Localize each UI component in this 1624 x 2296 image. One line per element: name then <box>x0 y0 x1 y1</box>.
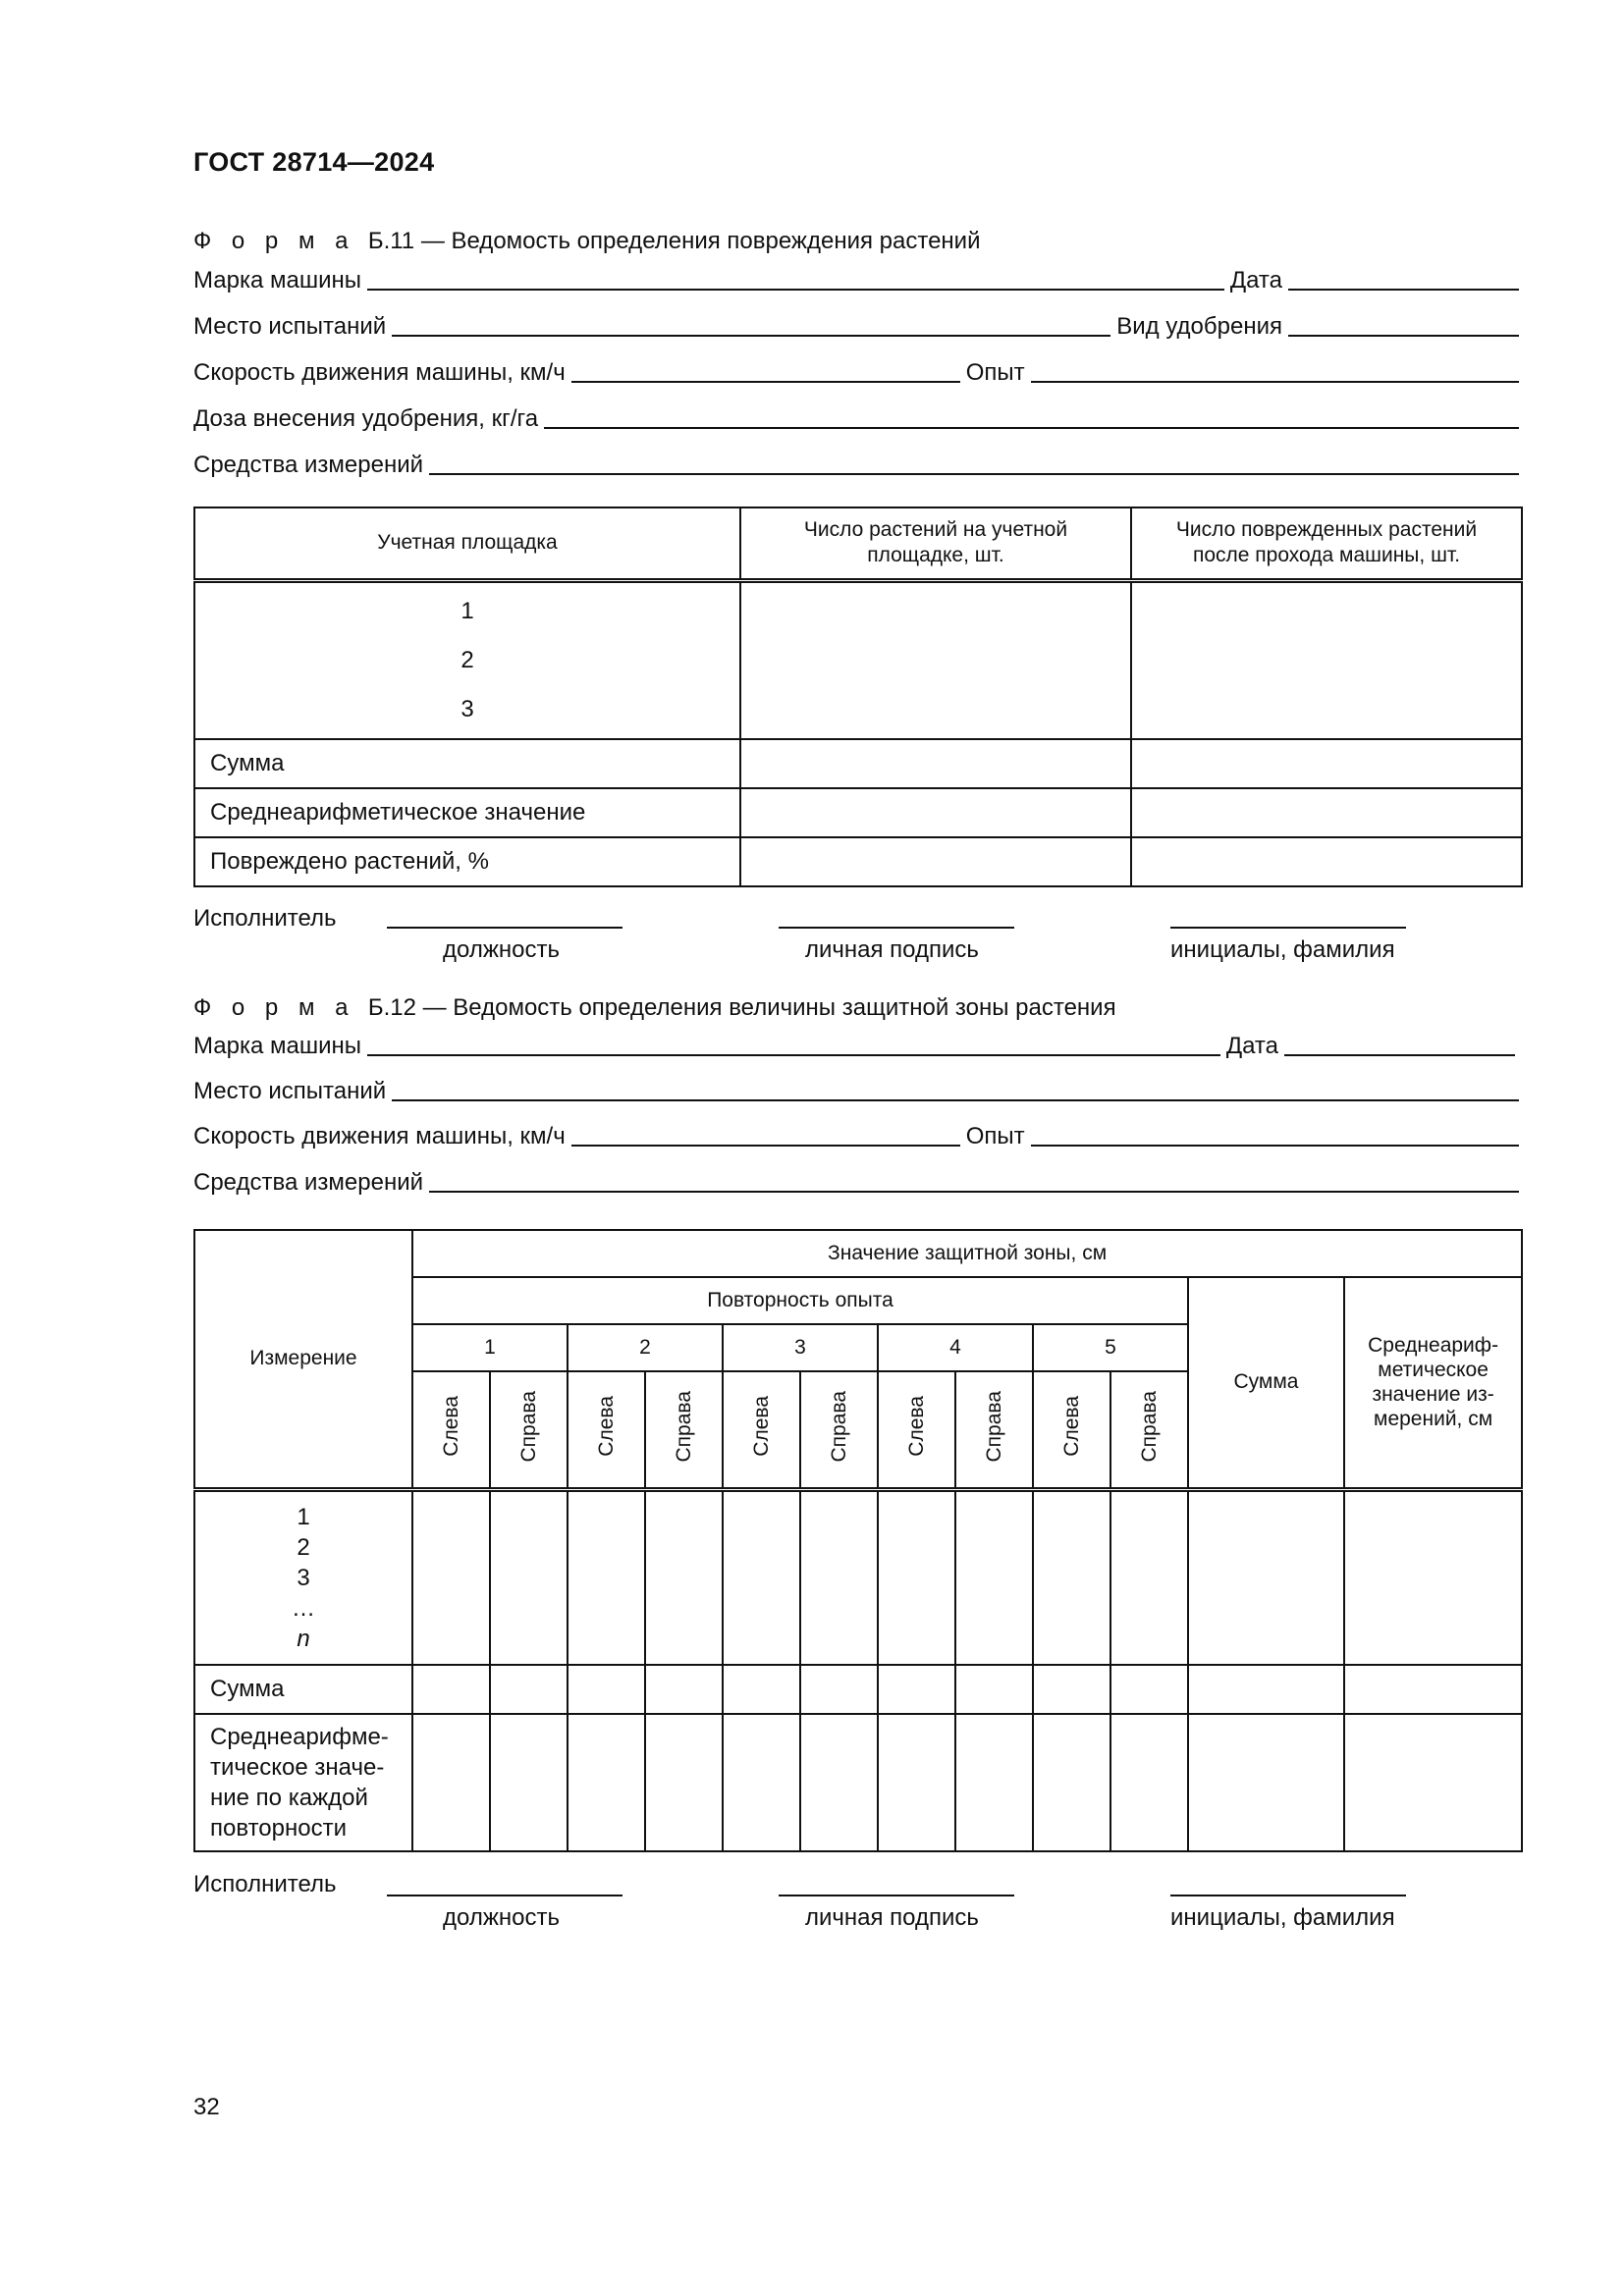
mean-damaged-cell[interactable] <box>1131 788 1522 837</box>
measurement-number: 2 <box>297 1533 310 1561</box>
right-label: Справа <box>827 1391 850 1463</box>
data-cell[interactable] <box>1110 1714 1188 1851</box>
page-number: 32 <box>193 2094 220 2120</box>
measurement-number: 3 <box>297 1564 310 1591</box>
speed-input-line[interactable] <box>571 1145 960 1147</box>
data-cell[interactable] <box>878 1665 955 1714</box>
field-row-instruments-b12 <box>193 1165 1519 1199</box>
experiment-input-line[interactable] <box>1031 1145 1519 1147</box>
header-sum: Сумма <box>1188 1277 1344 1489</box>
row-label-sum: Сумма <box>194 739 740 788</box>
field-row-instruments <box>193 448 1519 481</box>
form-label: Ф о р м а <box>193 994 355 1021</box>
header-right-2 <box>645 1371 723 1489</box>
field-row-speed-experiment-b12 <box>193 1119 1519 1152</box>
signature-caption: личная подпись <box>805 936 979 963</box>
name-caption: инициалы, фамилия <box>1170 936 1395 963</box>
data-cell[interactable] <box>490 1665 568 1714</box>
machine-input-line[interactable] <box>367 289 1224 291</box>
data-cell[interactable] <box>1033 1489 1110 1665</box>
header-repeat-3: 3 <box>723 1324 878 1371</box>
left-label: Слева <box>749 1396 773 1458</box>
performer-label: Исполнитель <box>193 1871 337 1897</box>
measurement-number: 1 <box>297 1503 310 1530</box>
data-cell[interactable] <box>412 1489 490 1665</box>
data-cell[interactable] <box>1033 1714 1110 1851</box>
field-row-machine-date-b12 <box>193 1029 1519 1062</box>
header-right-5 <box>1110 1371 1188 1489</box>
left-label: Слева <box>439 1396 462 1458</box>
data-cell[interactable] <box>955 1665 1033 1714</box>
instruments-input-line[interactable] <box>429 1191 1519 1193</box>
field-label-experiment: Опыт <box>965 1123 1025 1149</box>
data-cell[interactable] <box>878 1714 955 1851</box>
data-cell[interactable] <box>490 1714 568 1851</box>
row-label-mean-per-repeat: Среднеарифме-тическое значе-ние по каждой повторности <box>194 1714 412 1851</box>
data-cell[interactable] <box>645 1665 723 1714</box>
instruments-input-line[interactable] <box>429 473 1519 475</box>
performer-label: Исполнитель <box>193 905 337 932</box>
header-left-3 <box>723 1371 800 1489</box>
percent-plant-cell[interactable] <box>740 837 1131 886</box>
header-right-3 <box>800 1371 878 1489</box>
name-line[interactable] <box>1170 927 1406 929</box>
header-zone-value: Значение защитной зоны, см <box>412 1230 1522 1277</box>
dose-input-line[interactable] <box>544 427 1519 429</box>
mean-plant-cell[interactable] <box>740 788 1131 837</box>
field-label-machine: Марка машины <box>193 267 362 294</box>
data-cell[interactable] <box>412 1665 490 1714</box>
position-line[interactable] <box>387 1895 623 1896</box>
plot-number: 2 <box>460 646 474 673</box>
data-cell[interactable] <box>800 1665 878 1714</box>
header-right-1 <box>490 1371 568 1489</box>
header-left-5 <box>1033 1371 1110 1489</box>
header-plot: Учетная площадка <box>194 507 740 580</box>
measurement-numbers <box>194 1489 412 1665</box>
document-header: ГОСТ 28714—2024 <box>193 147 435 177</box>
data-cell[interactable] <box>1344 1665 1522 1714</box>
data-cell[interactable] <box>800 1489 878 1665</box>
right-label: Справа <box>516 1391 540 1463</box>
data-cell[interactable] <box>878 1489 955 1665</box>
data-cell[interactable] <box>1110 1489 1188 1665</box>
position-line[interactable] <box>387 927 623 929</box>
left-label: Слева <box>1059 1396 1083 1458</box>
header-measurement: Измерение <box>194 1230 412 1489</box>
field-row-speed-experiment <box>193 355 1519 389</box>
form-title-text: Б.11 — Ведомость определения повреждения растений <box>367 228 981 254</box>
data-cell[interactable] <box>1033 1665 1110 1714</box>
header-left-2 <box>568 1371 645 1489</box>
plot-numbers <box>194 580 740 739</box>
sum-plant-cell[interactable] <box>740 739 1131 788</box>
right-label: Справа <box>982 1391 1005 1463</box>
data-cell[interactable] <box>568 1714 645 1851</box>
signature-line[interactable] <box>779 927 1014 929</box>
field-label-instruments: Средства измерений <box>193 452 424 478</box>
data-cell[interactable] <box>955 1489 1033 1665</box>
date-input-line[interactable] <box>1288 289 1519 291</box>
plot-number: 1 <box>460 597 474 624</box>
field-label-fertilizer: Вид удобрения <box>1116 313 1282 340</box>
data-cell[interactable] <box>645 1714 723 1851</box>
field-label-date: Дата <box>1229 267 1282 294</box>
plant-count-cell[interactable] <box>740 580 1131 739</box>
data-cell[interactable] <box>568 1489 645 1665</box>
data-cell[interactable] <box>568 1665 645 1714</box>
field-row-place-fertilizer <box>193 309 1519 343</box>
header-left-4 <box>878 1371 955 1489</box>
field-label-place: Место испытаний <box>193 1078 387 1104</box>
data-cell[interactable] <box>1188 1489 1344 1665</box>
measurement-ellipsis: … <box>292 1594 315 1622</box>
header-repeat-5: 5 <box>1033 1324 1188 1371</box>
right-label: Справа <box>1137 1391 1161 1463</box>
header-damaged-count: Число поврежденных растений после прохода машины, шт. <box>1131 507 1522 580</box>
left-label: Слева <box>904 1396 928 1458</box>
data-cell[interactable] <box>412 1714 490 1851</box>
row-label-damaged-percent: Повреждено растений, % <box>194 837 740 886</box>
data-cell[interactable] <box>1344 1489 1522 1665</box>
field-label-speed: Скорость движения машины, км/ч <box>193 1123 566 1149</box>
position-caption: должность <box>443 1904 560 1931</box>
header-mean: Среднеариф-метическое значение из-мерений, см <box>1344 1277 1522 1489</box>
signature-caption: личная подпись <box>805 1904 979 1931</box>
field-row-machine-date <box>193 263 1519 296</box>
row-label-mean: Среднеарифметическое значение <box>194 788 740 837</box>
data-cell[interactable] <box>490 1489 568 1665</box>
plot-number: 3 <box>460 695 474 722</box>
place-input-line[interactable] <box>392 335 1110 337</box>
header-repeatability: Повторность опыта <box>412 1277 1188 1324</box>
speed-input-line[interactable] <box>571 381 960 383</box>
header-right-4 <box>955 1371 1033 1489</box>
field-row-place-b12 <box>193 1074 1519 1107</box>
data-cell[interactable] <box>800 1714 878 1851</box>
row-label-sum: Сумма <box>194 1665 412 1714</box>
plant-damage-table <box>193 507 1523 887</box>
protective-zone-table <box>193 1229 1523 1852</box>
data-cell[interactable] <box>1110 1665 1188 1714</box>
data-cell[interactable] <box>955 1714 1033 1851</box>
field-label-machine: Марка машины <box>193 1033 362 1059</box>
damaged-count-cell[interactable] <box>1131 580 1522 739</box>
data-cell[interactable] <box>723 1665 800 1714</box>
signature-line[interactable] <box>779 1895 1014 1896</box>
data-cell[interactable] <box>1188 1665 1344 1714</box>
header-repeat-4: 4 <box>878 1324 1033 1371</box>
right-label: Справа <box>672 1391 695 1463</box>
experiment-input-line[interactable] <box>1031 381 1519 383</box>
form-title-text: Б.12 — Ведомость определения величины защитной зоны растения <box>367 994 1116 1021</box>
data-cell[interactable] <box>723 1489 800 1665</box>
date-input-line[interactable] <box>1284 1054 1515 1056</box>
name-caption: инициалы, фамилия <box>1170 1904 1395 1931</box>
field-label-instruments: Средства измерений <box>193 1169 424 1196</box>
header-left-1 <box>412 1371 490 1489</box>
form-label: Ф о р м а <box>193 228 355 254</box>
position-caption: должность <box>443 936 560 963</box>
left-label: Слева <box>594 1396 618 1458</box>
name-line[interactable] <box>1170 1895 1406 1896</box>
sum-damaged-cell[interactable] <box>1131 739 1522 788</box>
field-label-date: Дата <box>1225 1033 1278 1059</box>
place-input-line[interactable] <box>392 1099 1519 1101</box>
field-row-dose <box>193 401 1519 435</box>
data-cell[interactable] <box>1344 1714 1522 1851</box>
data-cell[interactable] <box>723 1714 800 1851</box>
header-repeat-2: 2 <box>568 1324 723 1371</box>
field-label-experiment: Опыт <box>965 359 1025 386</box>
form-b11-title <box>193 228 981 255</box>
fertilizer-input-line[interactable] <box>1288 335 1519 337</box>
field-label-dose: Доза внесения удобрения, кг/га <box>193 405 539 432</box>
header-repeat-1: 1 <box>412 1324 568 1371</box>
machine-input-line[interactable] <box>367 1054 1220 1056</box>
data-cell[interactable] <box>1188 1714 1344 1851</box>
field-label-place: Место испытаний <box>193 313 387 340</box>
percent-damaged-cell[interactable] <box>1131 837 1522 886</box>
form-b12-title <box>193 994 1116 1022</box>
header-plant-count: Число растений на учетной площадке, шт. <box>740 507 1131 580</box>
field-label-speed: Скорость движения машины, км/ч <box>193 359 566 386</box>
measurement-n: n <box>297 1625 310 1652</box>
data-cell[interactable] <box>645 1489 723 1665</box>
